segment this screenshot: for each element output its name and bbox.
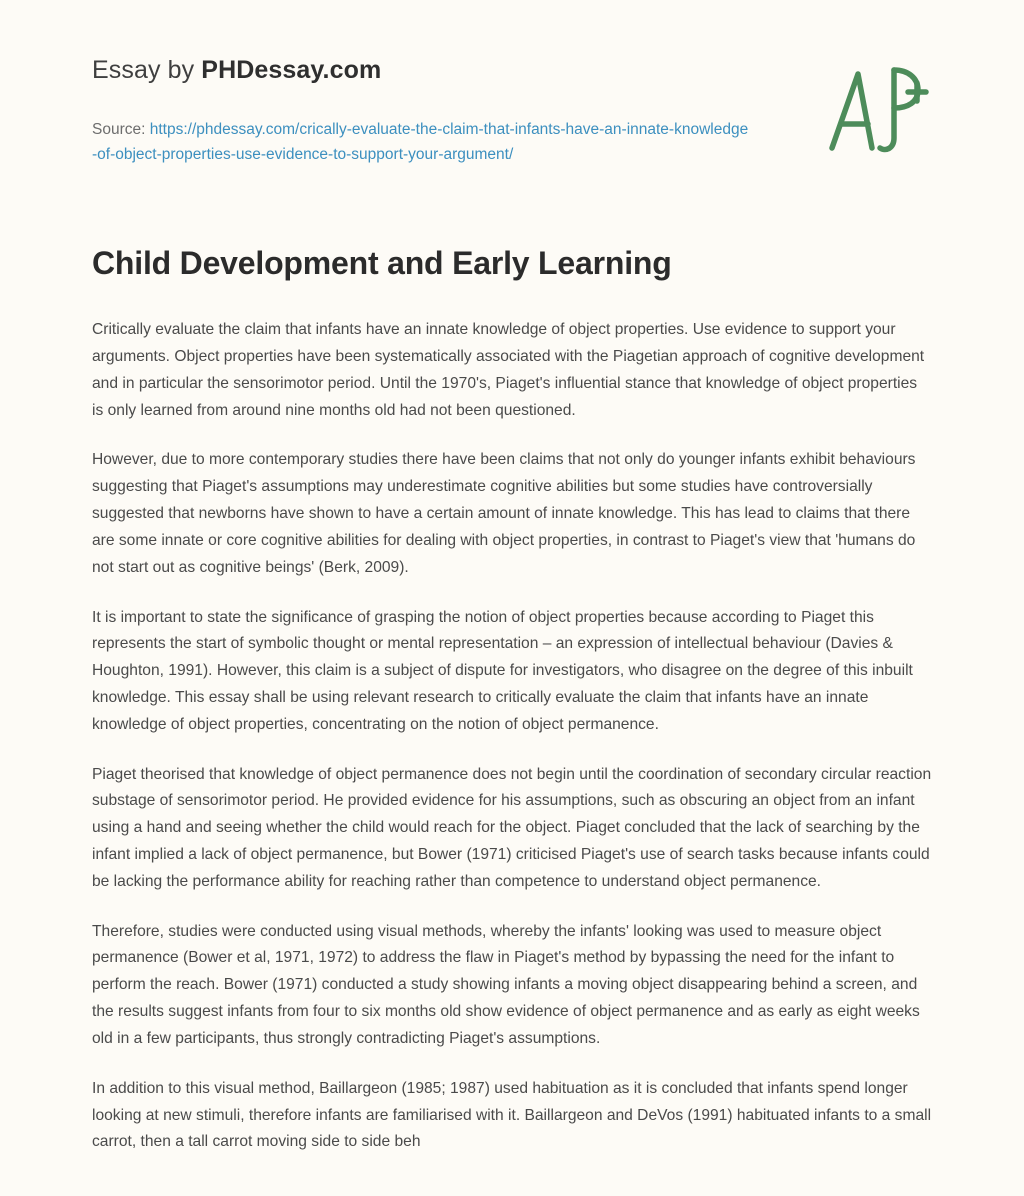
bottom-spacer <box>0 1156 1024 1196</box>
phdessay-monogram-icon <box>822 62 932 158</box>
source-line <box>92 117 752 167</box>
paragraph: Critically evaluate the claim that infants have an innate knowledge of object properties. Use evidence to support your arguments. Object properties have been systematically associated with the Piagetian approach of cognitive development and in particular the sensorimotor period. Until the 1970's, Piaget's influential stance that knowledge of object properties is only learned from around nine months old had not been questioned. <box>92 321 925 419</box>
paragraph: It is important to state the significance of grasping the notion of object properties because according to Piaget this represents the start of symbolic thought or mental representation – an expression of intellectual behaviour (Davies & Houghton, 1991). However, this claim is a subject of dispute for investigators, who disagree on the degree of this inbuilt knowledge. This essay shall be using relevant research to critically evaluate the claim that infants have an innate knowledge of object properties, concentrating on the notion of object permanence. <box>92 608 913 733</box>
paragraph: In addition to this visual method, Baillargeon (1985; 1987) used habituation as it is concluded that infants spend longer looking at new stimuli, therefore infants are familiarised with it. Baillargeon and DeVos (1991) habituated infants to a small carrot, then a tall carrot moving side to side beh <box>92 1079 932 1151</box>
site-brand <box>92 56 932 85</box>
source-url-link[interactable]: https://phdessay.com/crically-evaluate-the-claim-that-infants-have-an-innate-knowledge-of-object-properties-use-evidence-to-support-your-argument/ <box>92 121 749 164</box>
source-label: Source: <box>92 121 150 138</box>
paragraph: However, due to more contemporary studies there have been claims that not only do younger infants exhibit behaviours suggesting that Piaget's assumptions may underestimate cognitive abilities but some studies have controversially suggested that newborns have shown to have a certain amount of innate knowledge. This has lead to claims that there are some innate or core cognitive abilities for dealing with object properties, in contrast to Piaget's view that 'humans do not start out as cognitive beings' (Berk, 2009). <box>92 451 916 576</box>
brand-middle: by <box>160 56 202 84</box>
brand-name: PHDessay.com <box>201 56 382 84</box>
brand-prefix: Essay <box>92 56 161 84</box>
paragraph: Therefore, studies were conducted using visual methods, whereby the infants' looking was used to measure object permanence (Bower et al, 1971, 1972) to address the flaw in Piaget's method by bypassing the need for the infant to perform the reach. Bower (1971) conducted a study showing infants a moving object disappearing behind a screen, and the results suggest infants from four to six months old show evidence of object permanence and as early as eight weeks old in a few participants, thus strongly contradicting Piaget's assumptions. <box>92 922 920 1047</box>
page-title: Child Development and Early Learning <box>92 245 672 282</box>
article-body <box>92 317 932 1156</box>
page-header <box>0 0 1024 167</box>
paragraph: Piaget theorised that knowledge of object permanence does not begin until the coordination of secondary circular reaction substage of sensorimotor period. He provided evidence for his assumptions, such as obscuring an object from an infant using a hand and seeing whether the child would reach for the object. Piaget concluded that the lack of searching by the infant implied a lack of object permanence, but Bower (1971) criticised Piaget's use of search tasks because infants could be lacking the performance ability for reaching rather than competence to understand object permanence. <box>92 765 932 890</box>
